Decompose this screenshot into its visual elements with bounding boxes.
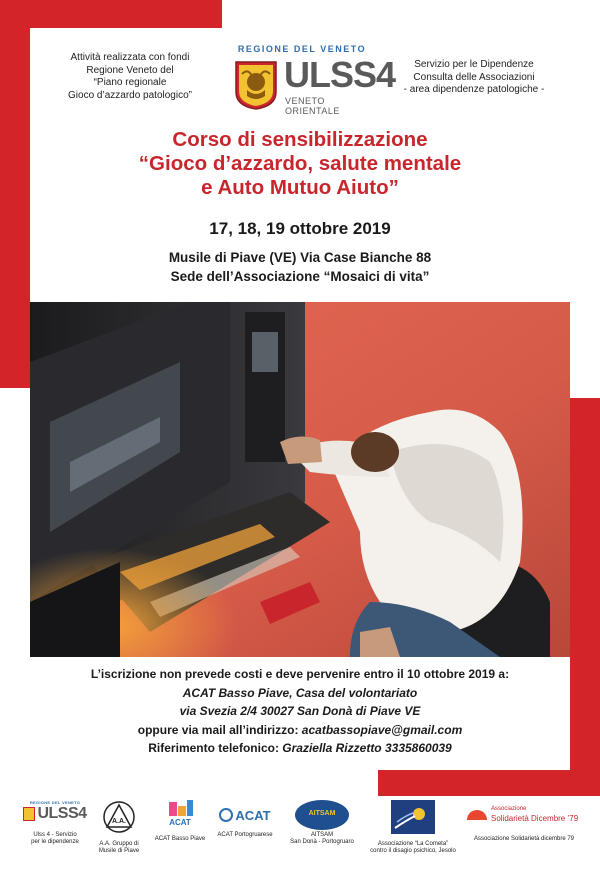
comet-icon [391,800,435,834]
registration-mail-link[interactable]: acatbassopiave@gmail.com [301,722,463,737]
partner-solidarieta: Associazione Solidarietà Dicembre ’79 Associazione Solidarietà dicembre 79 [462,800,586,843]
colored-blocks-icon [169,802,177,816]
registration-org: ACAT Basso Piave, Casa del volontariato [182,685,418,700]
partner-acat-portogruarese: ACAT ACAT Portogruarese [217,807,273,838]
course-title: Corso di sensibilizzazione “Gioco d’azzardo, salute mentale e Auto Mutuo Aiuto” [138,128,462,199]
ulss4-brand: ULSS4 [284,54,396,95]
funding-note: Attività realizzata con fondi Regione Veneto del “Piano regionale Gioco d’azzardo patologico” [68,52,192,101]
registration-phone: Graziella Rizzetto 3335860039 [282,741,452,755]
partner-aitsam-mark: AITSAM [308,810,336,817]
course-dates: 17, 18, 19 ottobre 2019 [209,219,391,238]
partner-aa: A.A. A.A. Gruppo di Musile di Piave [90,800,148,855]
ulss4-logo [232,44,396,116]
lion-emblem-icon [23,807,35,821]
partner-aitsam: AITSAM AITSAM San Donà - Portogruaro [282,800,362,846]
partner-aa-mark: A.A. [112,818,126,825]
partner-la-cometa: Associazione “La Cometa” contro il disagio psichico, Jesolo [368,800,458,855]
aa-triangle-icon [102,800,136,834]
partner-ulss4-brand: ULSS4 [37,805,87,822]
course-location: Musile di Piave (VE) Via Case Bianche 88 Sede dell’Associazione “Mosaici di vita” [168,250,432,284]
sunrise-icon [467,810,487,820]
partner-acat-basso-piave: ACAT ACAT Basso Piave [152,800,208,843]
registration-intro: L’iscrizione non prevede costi e deve pervenire entro il 10 ottobre 2019 a: [90,667,510,681]
region-label: REGIONE DEL VENETO [237,44,367,54]
partner-acat-basso-mark: ACAT [169,818,191,827]
partner-solidarieta-small: Associazione [491,806,527,812]
registration-address: via Svezia 2/4 30027 San Donà di Piave VE [179,704,421,718]
partner-logos [0,800,600,872]
gambling-photo [30,302,570,657]
partner-acat-porto-mark: ACAT [235,807,271,823]
lion-emblem-icon [234,60,278,110]
ulss4-subtitle: VENETO ORIENTALE [285,96,340,116]
acat-circle-icon [219,808,233,822]
partner-ulss4-region: REGIONE DEL VENETO [29,800,81,805]
registration-info [30,665,570,758]
registration-mail-line: oppure via mail all’indirizzo: acatbassopiave@gmail.com [137,722,463,737]
partner-ulss4: REGIONE DEL VENETO ULSS4 Ulss 4 - Servizio per le dipendenze [20,800,90,846]
service-note: Servizio per le Dipendenze Consulta delle Associazioni - area dipendenze patologiche - [403,59,545,95]
partner-solidarieta-mark: Solidarietà Dicembre ’79 [491,814,579,823]
registration-phone-line: Riferimento telefonico: Graziella Rizzetto 3335860039 [148,741,452,755]
